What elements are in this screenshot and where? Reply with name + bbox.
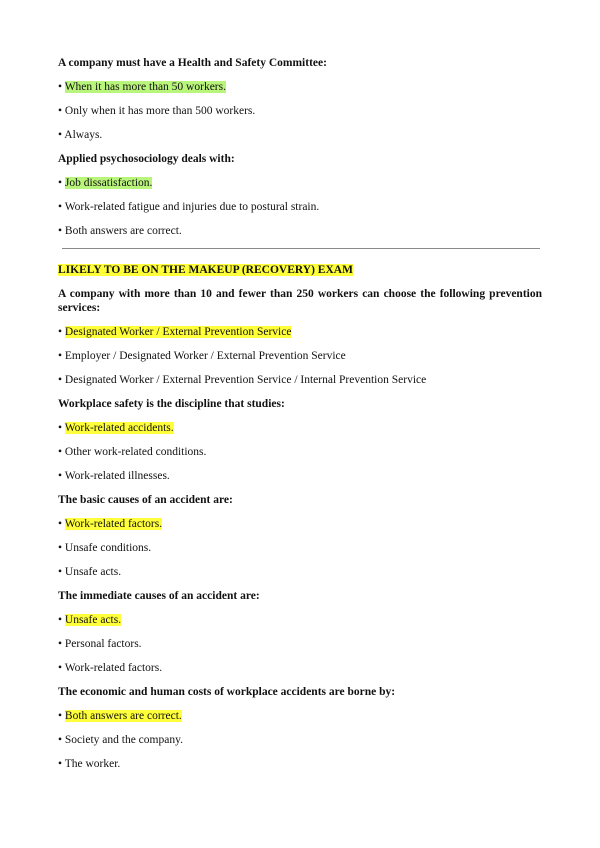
bullet: • — [58, 734, 63, 746]
bullet: • — [58, 518, 63, 530]
bullet: • — [58, 81, 63, 93]
bullet: • — [58, 105, 63, 117]
bullet: • — [58, 758, 63, 770]
option-3a — [58, 325, 542, 339]
option-2a — [58, 176, 542, 190]
bullet: • — [58, 446, 63, 458]
bullet: • — [58, 129, 63, 141]
question-2: Applied psychosociology deals with: — [58, 153, 235, 165]
option-4b: • Other work-related conditions. — [58, 446, 207, 458]
option-6c: • Work-related factors. — [58, 662, 163, 674]
correct-answer-5: Work-related factors. — [64, 518, 163, 530]
bullet: • — [58, 422, 63, 434]
question-5: The basic causes of an accident are: — [58, 494, 233, 506]
bullet: • — [58, 710, 63, 722]
option-1c: • Always. — [58, 129, 103, 141]
option-6b: • Personal factors. — [58, 638, 142, 650]
option-5c: • Unsafe acts. — [58, 566, 122, 578]
option-2b: • Work-related fatigue and injuries due to postural strain. — [58, 201, 320, 213]
correct-answer-3: Designated Worker / External Prevention Service — [64, 326, 292, 338]
bullet: • — [58, 201, 63, 213]
option-5a — [58, 517, 542, 531]
correct-answer-4: Work-related accidents. — [64, 422, 174, 434]
option-7c: • The worker. — [58, 758, 121, 770]
option-1a — [58, 80, 542, 94]
correct-answer-2: Job dissatisfaction. — [64, 177, 153, 189]
bullet: • — [58, 470, 63, 482]
bullet: • — [58, 614, 63, 626]
bullet: • — [58, 566, 63, 578]
section-divider — [62, 248, 540, 249]
question-7: The economic and human costs of workplace accidents are borne by: — [58, 686, 396, 698]
option-4a — [58, 421, 542, 435]
question-4: Workplace safety is the discipline that studies: — [58, 398, 285, 410]
section-title: LIKELY TO BE ON THE MAKEUP (RECOVERY) EXAM — [58, 264, 353, 276]
question-6: The immediate causes of an accident are: — [58, 590, 260, 602]
option-2c: • Both answers are correct. — [58, 225, 182, 237]
option-3c: • Designated Worker / External Prevention Service / Internal Prevention Service — [58, 374, 427, 386]
correct-answer-7: Both answers are correct. — [64, 710, 182, 722]
bullet: • — [58, 350, 63, 362]
bullet: • — [58, 662, 63, 674]
option-7a — [58, 709, 542, 723]
option-7b: • Society and the company. — [58, 734, 183, 746]
question-3: A company with more than 10 and fewer than 250 workers can choose the following prevention services: — [58, 288, 542, 314]
bullet: • — [58, 326, 63, 338]
option-6a — [58, 613, 542, 627]
option-4c: • Work-related illnesses. — [58, 470, 170, 482]
bullet: • — [58, 374, 63, 386]
correct-answer-6: Unsafe acts. — [64, 614, 122, 626]
bullet: • — [58, 542, 63, 554]
correct-answer-1: When it has more than 50 workers. — [64, 81, 226, 93]
option-5b: • Unsafe conditions. — [58, 542, 152, 554]
bullet: • — [58, 638, 63, 650]
question-1: A company must have a Health and Safety Committee: — [58, 57, 327, 69]
bullet: • — [58, 225, 63, 237]
bullet: • — [58, 177, 63, 189]
option-3b: • Employer / Designated Worker / External Prevention Service — [58, 350, 346, 362]
option-1b: • Only when it has more than 500 workers. — [58, 105, 256, 117]
